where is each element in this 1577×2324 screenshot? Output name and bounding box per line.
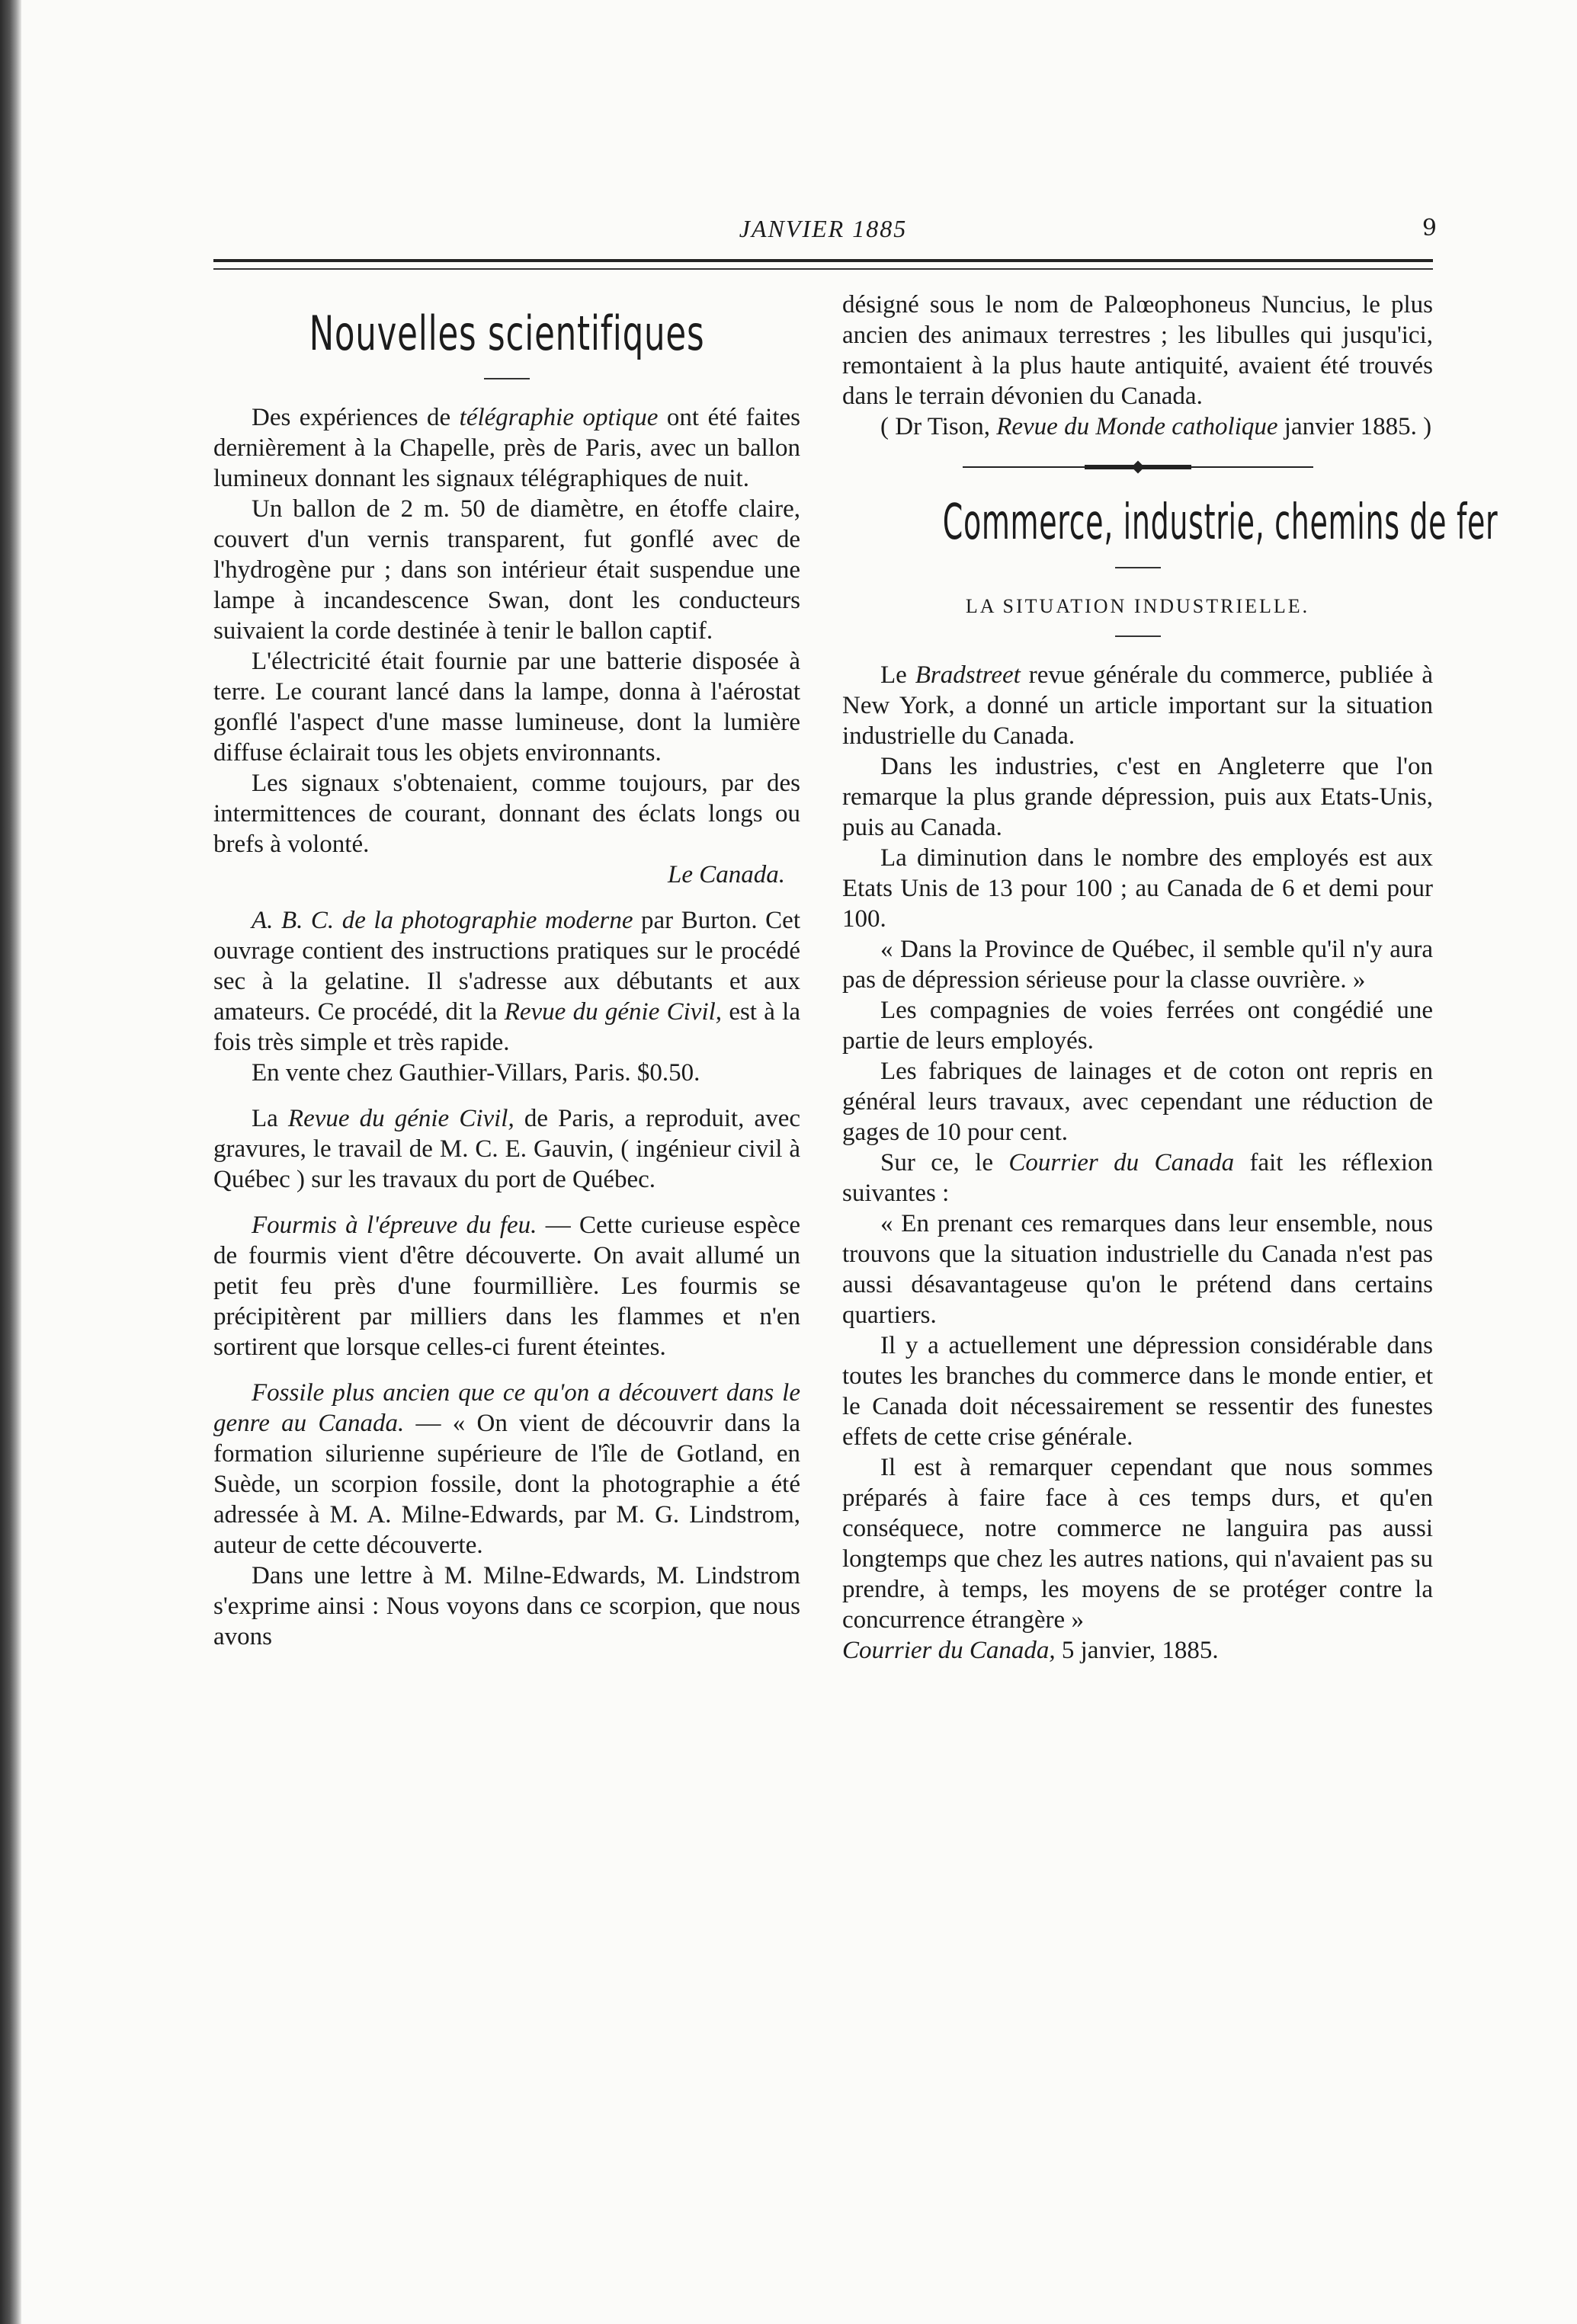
section-title-commerce: Commerce, industrie, chemins de fer bbox=[942, 495, 1498, 551]
italic-title: Fossile plus ancien que ce qu'on a découvert dans le genre au Canada. bbox=[213, 1379, 800, 1437]
section-divider bbox=[484, 378, 530, 379]
italic-title: A. B. C. de la photographie moderne bbox=[252, 907, 633, 934]
source-attribution: Le Canada. bbox=[667, 861, 785, 888]
italic-title: Courrier du Canada bbox=[1008, 1149, 1235, 1176]
paragraph-industries: Dans les industries, c'est en Angleterre que l'on remarque la plus grande dépression, puis aux Etats-Unis, puis au Canada. bbox=[842, 753, 1433, 841]
paragraph-fabriques: Les fabriques de lainages et de coton ont repris en général leurs travaux, avec cependant une réduction de gages de 10 pour cent. bbox=[842, 1058, 1433, 1146]
paragraph-electricite: L'électricité était fournie par une batterie disposée à terre. Le courant lancé dans la lampe, donna à l'aérostat gonflé l'aspect d'une masse lumineuse, dont la lumière diffuse éclairait tous les objets environnants. bbox=[213, 648, 800, 767]
text-run: Sur ce, le bbox=[880, 1149, 1009, 1176]
text-run: La bbox=[252, 1105, 288, 1132]
text-run: revue générale du commerce, publiée à New York, a donné un article important sur la situation industrielle du Canada. bbox=[842, 661, 1433, 750]
text-run: Des expériences de bbox=[252, 404, 460, 431]
paragraph-palaeophoneus: désigné sous le nom de Palœophoneus Nuncius, le plus ancien des animaux terrestres ; les libulles qui jusqu'ici, remontaient à la plus haute antiquité, avaient été trouvés dans le terrain dévonien du Canada. bbox=[842, 291, 1433, 410]
text-run: ( Dr Tison, bbox=[880, 413, 997, 440]
paragraph-tison bbox=[842, 411, 1433, 442]
italic-title: Revue du génie Civil, bbox=[504, 998, 723, 1026]
italic-term: télégraphie optique bbox=[459, 404, 659, 431]
text-run: — Cette curieuse espèce de fourmis vient d'être découverte. On avait allumé un petit feu près d'une fourmillière. Les fourmis se précipitèrent par milliers dans les flammes et n'en sortirent que lorsque celles-ci furent éteintes. bbox=[213, 1212, 801, 1361]
subheading-divider bbox=[1115, 635, 1161, 637]
text-run: de Paris, a reproduit, avec gravures, le travail de M. C. E. Gauvin, ( ingénieur civil à Québec ) sur les travaux du port de Québec. bbox=[213, 1105, 800, 1193]
paragraph-province: « Dans la Province de Québec, il semble qu'il n'y aura pas de dépression sérieuse pour la classe ouvrière. » bbox=[842, 936, 1433, 994]
header-title: JANVIER 1885 bbox=[739, 215, 908, 242]
ornament-bar-right bbox=[1138, 465, 1191, 469]
source-courrier bbox=[842, 1635, 1433, 1666]
paragraph-depression: Il y a actuellement une dépression considérable dans toutes les branches du commerce dans le monde entier, et le Canada doit nécessairement se ressentir des funestes effets de cette crise générale. bbox=[842, 1332, 1433, 1451]
header-rule-thin bbox=[213, 268, 1433, 270]
paragraph-signaux: Les signaux s'obtenaient, comme toujours, par des intermittences de courant, donnant des éclats longs ou brefs à volonté. bbox=[213, 770, 800, 858]
italic-title: Revue du génie Civil, bbox=[287, 1105, 514, 1132]
text-run: par Burton. Cet ouvrage contient des instructions pratiques sur le procédé sec à la gelatine. Il s'adresse aux débutants et aux amateurs. Ce procédé, dit la bbox=[213, 907, 800, 1026]
paragraph-bradstreet bbox=[842, 660, 1433, 751]
italic-title: Bradstreet bbox=[915, 661, 1021, 689]
italic-title: Courrier du Canada, bbox=[842, 1637, 1056, 1664]
section-divider bbox=[1115, 567, 1161, 568]
binding-edge bbox=[0, 0, 21, 2324]
right-column bbox=[842, 290, 1498, 1666]
left-column bbox=[213, 290, 800, 1652]
subheading-situation: LA SITUATION INDUSTRIELLE. bbox=[965, 595, 1310, 617]
text-run: fait les réflexion suivantes : bbox=[842, 1149, 1434, 1207]
italic-title: Revue du Monde catholique bbox=[996, 413, 1278, 440]
paragraph-telegraphie bbox=[213, 402, 800, 494]
header-rule-thick bbox=[213, 259, 1433, 262]
text-run: est à la fois très simple et très rapide. bbox=[213, 998, 800, 1056]
text-run: — « On vient de découvrir dans la formation silurienne supérieure de l'île de Gotland, en Suède, un scorpion fossile, dont la photographie a été adressée à M. A. Milne-Edwards, par M. G. Lindstrom, auteur de cette découverte. bbox=[213, 1410, 800, 1559]
page-header bbox=[213, 215, 1437, 253]
paragraph-photographie bbox=[213, 905, 800, 1058]
paragraph-ensemble: « En prenant ces remarques dans leur ensemble, nous trouvons que la situation industrielle du Canada n'est pas aussi désavantageuse qu'on le prétend dans certains quartiers. bbox=[842, 1210, 1433, 1329]
paragraph-remarquer: Il est à remarquer cependant que nous sommes préparés à faire face à ces temps durs, et qu'en conséquece, notre commerce ne languira pas aussi longtemps que chez les autres nations, qui n'avaient pas su prendre, à temps, les moyens de se protéger contre la concurrence étrangère » bbox=[842, 1454, 1433, 1634]
italic-title: Fourmis à l'épreuve du feu. bbox=[252, 1212, 537, 1239]
section-title-nouvelles: Nouvelles scientifiques bbox=[309, 306, 705, 361]
paragraph-lettre: Dans une lettre à M. Milne-Edwards, M. Lindstrom s'exprime ainsi : Nous voyons dans ce scorpion, que nous avons bbox=[213, 1562, 800, 1650]
text-run: janvier 1885. ) bbox=[1277, 413, 1432, 440]
paragraph-ballon: Un ballon de 2 m. 50 de diamètre, en étoffe claire, couvert d'un vernis transparent, fut gonflé avec de l'hydrogène pur ; dans son intérieur était suspendue une lampe à incandescence Swan, dont les conducteurs suivaient la corde destinée à tenir le ballon captif. bbox=[213, 495, 800, 645]
text-run: 5 janvier, 1885. bbox=[1055, 1637, 1219, 1664]
paragraph-revue-genie bbox=[213, 1103, 800, 1195]
text-run: ont été faites dernièrement à la Chapelle, près de Paris, avec un ballon lumineux donnant les signaux télégraphiques de nuit. bbox=[213, 404, 800, 492]
page-number: 9 bbox=[1422, 215, 1437, 242]
paragraph-compagnies: Les compagnies de voies ferrées ont congédié une partie de leurs employés. bbox=[842, 997, 1433, 1055]
paragraph-fourmis bbox=[213, 1210, 800, 1362]
ornamental-divider bbox=[963, 462, 1313, 472]
paragraph-courrier bbox=[842, 1148, 1433, 1208]
paragraph-fossile bbox=[213, 1378, 800, 1561]
ornament-bar-left bbox=[1085, 465, 1138, 469]
text-run: Le bbox=[880, 661, 915, 689]
paragraph-diminution: La diminution dans le nombre des employés est aux Etats Unis de 13 pour 100 ; au Canada de 6 et demi pour 100. bbox=[842, 844, 1433, 933]
paragraph-vente: En vente chez Gauthier-Villars, Paris. $0.50. bbox=[252, 1059, 700, 1087]
